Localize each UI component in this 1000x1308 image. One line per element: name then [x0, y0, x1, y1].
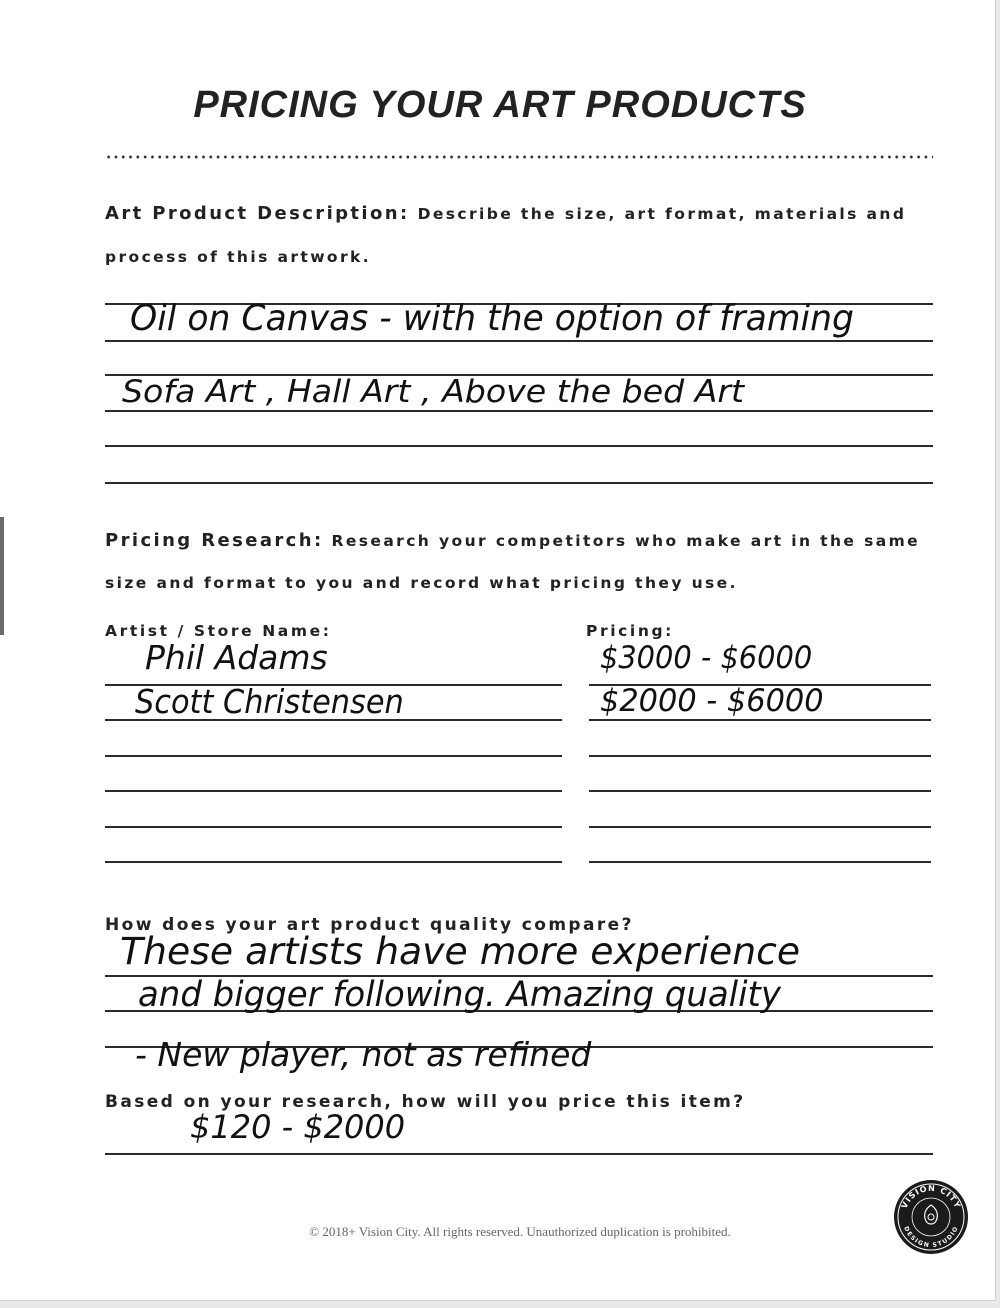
answer-line [105, 1153, 933, 1155]
research-prompt [105, 530, 920, 551]
handwritten-pricing-1: $3000 - $6000 [600, 640, 813, 676]
handwritten-price: $120 - $2000 [190, 1108, 406, 1146]
pricing-line [589, 861, 931, 863]
research-heading: Pricing Research: [105, 530, 324, 551]
answer-line [105, 410, 933, 412]
handwritten-description-2: Sofa Art , Hall Art , Above the bed Art [122, 374, 745, 410]
pricing-line [589, 719, 931, 721]
dotted-divider [105, 155, 933, 159]
handwritten-pricing-2: $2000 - $6000 [600, 683, 824, 719]
handwritten-description-1: Oil on Canvas - with the option of framing [130, 298, 854, 339]
answer-line [105, 445, 933, 447]
quality-question: How does your art product quality compare? [105, 915, 634, 935]
artist-line [105, 755, 562, 757]
artist-line [105, 826, 562, 828]
copyright-footer: © 2018+ Vision City. All rights reserved. Unauthorized duplication is prohibited. [309, 1224, 731, 1239]
scroll-handle[interactable] [0, 517, 4, 635]
handwritten-quality-2: and bigger following. Amazing quality [138, 975, 781, 1015]
artist-line [105, 790, 562, 792]
logo-top-text: VISION CITY [899, 1183, 963, 1210]
pricing-line [589, 826, 931, 828]
research-prompt-line1: Research your competitors who make art in the same [331, 532, 921, 550]
pricing-column-header: Pricing: [586, 622, 674, 640]
page-title: PRICING YOUR ART PRODUCTS [193, 84, 807, 126]
description-prompt-line1: Describe the size, art format, materials and [417, 205, 907, 223]
answer-line [105, 482, 933, 484]
answer-line [105, 340, 933, 342]
pricing-line [589, 790, 931, 792]
handwritten-quality-3: - New player, not as refined [135, 1035, 592, 1074]
artist-line [105, 861, 562, 863]
artist-column-header: Artist / Store Name: [105, 622, 332, 640]
price-question: Based on your research, how will you price this item? [105, 1092, 746, 1112]
description-prompt [105, 203, 906, 224]
handwritten-artist-2: Scott Christensen [135, 682, 404, 721]
research-prompt-line2: size and format to you and record what pricing they use. [105, 574, 738, 592]
logo-bottom-text: DESIGN STUDIO [902, 1225, 960, 1250]
handwritten-artist-1: Phil Adams [145, 638, 328, 677]
handwritten-quality-1: These artists have more experience [120, 930, 801, 973]
vision-city-logo [893, 1179, 969, 1255]
pricing-line [589, 755, 931, 757]
description-prompt-line2: process of this artwork. [105, 248, 372, 266]
description-heading: Art Product Description: [105, 203, 410, 224]
